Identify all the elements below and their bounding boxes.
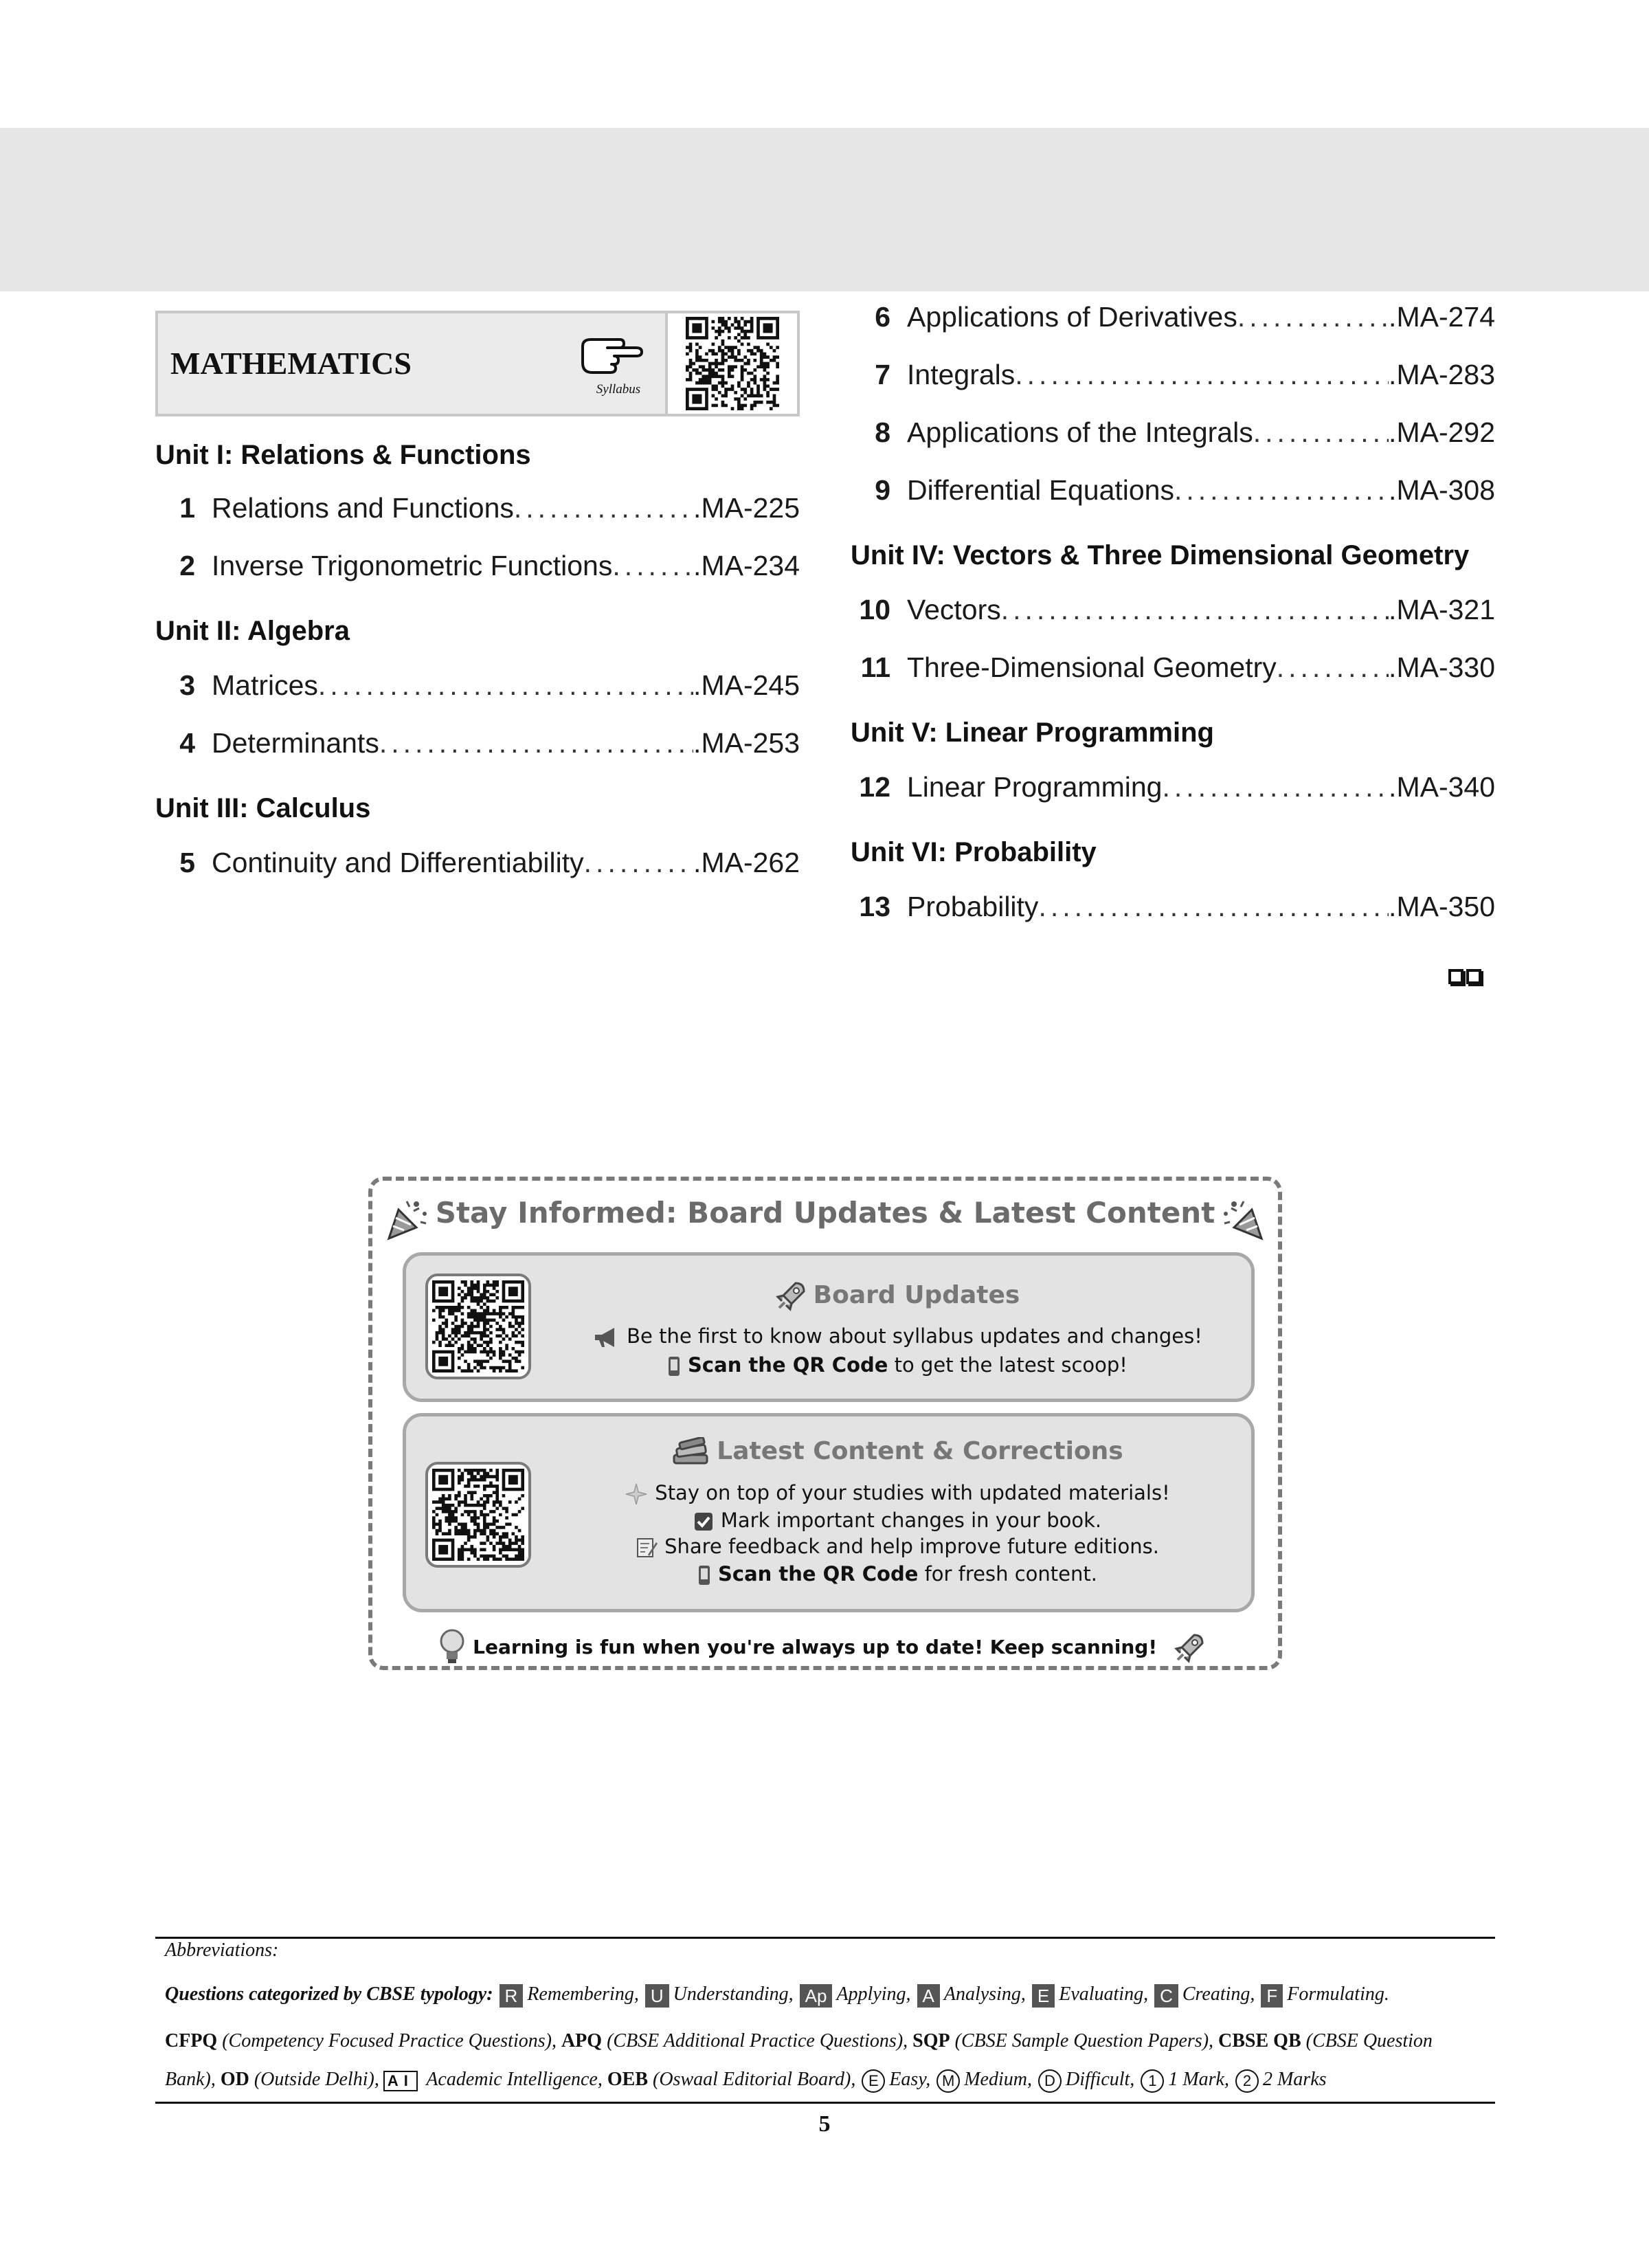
typology-tag: F [1261,1984,1283,2008]
end-mark-squares [1448,969,1481,984]
chapter-page: .MA-350 [1389,891,1495,922]
latest-content-heading-text: Latest Content & Corrections [717,1437,1123,1465]
abbr-term: APQ [561,2030,603,2052]
scan-qr-bold-text: Scan the QR Code [718,1562,919,1586]
chapter-number: 9 [875,474,890,506]
abbr-expansion: (CBSE Additional Practice Questions), [602,2030,913,2052]
abbr-expansion: (Competency Focused Practice Questions), [217,2030,561,2052]
qr-code-icon[interactable] [432,1469,524,1561]
toc-entry[interactable] [851,652,1495,693]
toc-entry[interactable] [851,771,1495,812]
od-abbr: OD [220,2069,249,2090]
leader-dots [318,669,693,702]
chapter-page: .MA-308 [1389,474,1495,506]
stay-informed-footer [372,1627,1278,1669]
phone-icon [667,1355,681,1377]
megaphone-icon [592,1326,620,1348]
latest-content-line-3 [543,1535,1251,1559]
top-gray-band [0,128,1649,291]
abbr-expansion: (CBSE Question [1301,2030,1433,2052]
chapter-title: Three-Dimensional Geometry [907,652,1277,683]
board-updates-card [403,1252,1255,1402]
ai-text: Academic Intelligence, [421,2069,607,2090]
leader-dots [1253,416,1389,449]
chapter-page: .MA-330 [1389,652,1495,683]
chapter-title: Determinants [212,727,379,759]
leader-dots [584,847,693,879]
typology-text: Remembering, [527,1983,639,2005]
chapter-title: Applications of Derivatives [907,301,1237,333]
chapter-number: 8 [875,416,890,448]
pointing-hand-icon [579,330,647,378]
abbr-expansion: (CBSE Sample Question Papers), [950,2030,1219,2052]
level-text: Difficult, [1065,2069,1135,2090]
sparkle-icon [625,1482,648,1506]
abbreviations-heading-text: Abbreviations: [165,1939,279,1961]
checkbox-icon [693,1511,714,1532]
abbr-term: CBSE QB [1218,2030,1301,2052]
syllabus-label: Syllabus [596,382,641,397]
leader-dots [1162,771,1389,803]
chapter-page: .MA-283 [1389,359,1495,390]
chapter-title: Matrices [212,669,318,701]
level-circle: 1 [1141,2069,1164,2093]
chapter-page: .MA-321 [1389,594,1495,625]
chapter-number: 6 [875,301,890,333]
chapter-title: Probability [907,891,1039,922]
latest-content-qr[interactable] [425,1462,531,1568]
chapter-number: 4 [179,727,195,759]
abbr-term: CFPQ [165,2030,218,2052]
board-updates-qr[interactable] [425,1274,531,1379]
chapter-title: Applications of the Integrals [907,416,1253,448]
leader-dots [612,550,693,582]
bank-text: Bank), [165,2069,221,2090]
chapter-number: 1 [179,492,195,524]
chapter-title: Continuity and Differentiability [212,847,584,878]
chapter-title: Inverse Trigonometric Functions [212,550,613,581]
abbreviations-top-rule [155,1937,1495,1939]
qr-code-icon[interactable] [432,1280,524,1372]
unit-heading: Unit III: Calculus [155,793,371,823]
chapter-number: 2 [179,550,195,581]
toc-entry[interactable] [851,891,1495,932]
unit-heading: Unit IV: Vectors & Three Dimensional Geometry [851,540,1470,570]
rocket-icon [1174,1632,1205,1664]
level-circle: D [1038,2069,1062,2093]
chapter-title: Linear Programming [907,771,1163,803]
latest-content-line-2 [543,1509,1251,1532]
latest-content-line-4 [543,1562,1251,1586]
latest-content-line-1-text: Stay on top of your studies with updated materials! [655,1481,1170,1504]
level-circle: 2 [1235,2069,1259,2093]
leader-dots [1001,594,1389,626]
toc-entry[interactable] [851,594,1495,635]
abbreviations-typology-line [165,1983,1491,2008]
chapter-page: .MA-262 [693,847,800,878]
subject-header-box [155,311,800,416]
level-text: 1 Mark, [1168,2069,1229,2090]
subject-title: MATHEMATICS [170,346,412,381]
level-circle: E [862,2069,885,2093]
qr-code-icon[interactable] [686,317,779,410]
leader-dots [514,492,693,524]
latest-content-heading [543,1437,1251,1467]
typology-tag: R [500,1984,524,2008]
stay-informed-title: Stay Informed: Board Updates & Latest Content [435,1196,1215,1230]
toc-entry[interactable] [155,669,800,711]
level-text: Easy, [889,2069,931,2090]
board-updates-line-2-text: to get the latest scoop! [888,1353,1128,1377]
level-text: 2 Marks [1262,2069,1327,2090]
chapter-title: Vectors [907,594,1001,625]
board-updates-heading [543,1280,1251,1312]
chapter-title: Differential Equations [907,474,1174,506]
latest-content-line-3-text: Share feedback and help improve future editions. [664,1535,1159,1558]
unit-heading: Unit VI: Probability [851,837,1097,867]
board-updates-line-1 [543,1324,1251,1348]
chapter-page: .MA-292 [1389,416,1495,448]
abbreviations-line-4 [165,2069,1491,2093]
latest-content-line-2-text: Mark important changes in your book. [720,1509,1102,1532]
typology-tag: A [917,1984,940,2008]
leader-dots [1015,359,1389,391]
chapter-page: .MA-340 [1389,771,1495,803]
phone-icon [697,1564,711,1586]
typology-tag: C [1154,1984,1178,2008]
typology-text: Analysing, [943,1983,1026,2005]
abbr-term: SQP [912,2030,950,2052]
chapter-number: 7 [875,359,890,390]
chapter-page: .MA-225 [693,492,800,524]
latest-content-line-1 [543,1481,1251,1506]
typology-text: Understanding, [673,1983,794,2005]
toc-entry[interactable] [851,474,1495,515]
chapter-page: .MA-253 [693,727,800,759]
board-updates-line-1-text: Be the first to know about syllabus updates and changes! [627,1324,1202,1348]
unit-heading: Unit II: Algebra [155,616,350,646]
toc-entry[interactable] [851,301,1495,342]
od-text: (Outside Delhi), [249,2069,379,2090]
page-number: 5 [818,2111,831,2137]
board-updates-line-2 [543,1353,1251,1377]
typology-text: Applying, [836,1983,911,2005]
board-updates-heading-text: Board Updates [813,1281,1020,1309]
leader-dots [1038,891,1389,923]
books-icon [671,1437,710,1467]
chapter-number: 5 [179,847,195,878]
level-text: Medium, [964,2069,1032,2090]
chapter-page: .MA-234 [693,550,800,581]
toc-entry[interactable] [851,359,1495,400]
typology-tag: Ap [800,1984,833,2008]
stay-informed-footer-text: Learning is fun when you're always up to date! Keep scanning! [473,1636,1158,1658]
typology-tag: U [645,1984,669,2008]
syllabus-qr-panel[interactable] [665,313,797,414]
leader-dots [1174,474,1389,507]
toc-entry[interactable] [155,727,800,768]
rocket-icon [775,1280,807,1312]
chapter-page: .MA-274 [1389,301,1495,333]
chapter-title: Relations and Functions [212,492,514,524]
leader-dots [1277,652,1389,684]
light-bulb-icon [438,1627,466,1669]
toc-entry[interactable] [155,847,800,888]
party-popper-icon [1219,1194,1267,1243]
level-circle: M [936,2069,960,2093]
memo-icon [636,1537,658,1559]
unit-heading: Unit I: Relations & Functions [155,440,531,470]
chapter-number: 13 [859,891,890,922]
stay-informed-box [368,1177,1282,1670]
toc-entry[interactable] [851,416,1495,458]
typology-tag: E [1032,1984,1055,2008]
leader-dots [379,727,693,759]
abbreviations-heading [165,1939,1491,1961]
toc-entry[interactable] [155,492,800,533]
oeb-text: (Oswaal Editorial Board), [648,2069,861,2090]
oeb-abbr: OEB [607,2069,649,2090]
chapter-number: 11 [860,652,890,683]
chapter-number: 3 [179,669,195,701]
abbreviations-bottom-rule [155,2102,1495,2104]
typology-text: Evaluating, [1059,1983,1149,2005]
leader-dots [1237,301,1389,333]
difficulty-levels [860,2069,1326,2090]
typology-text: Creating, [1182,1983,1255,2005]
chapter-number: 10 [859,594,890,625]
typology-label: Questions categorized by CBSE typology: [165,1983,493,2005]
latest-content-line-4-text: for fresh content. [918,1562,1097,1586]
latest-content-card [403,1413,1255,1612]
toc-entry[interactable] [155,550,800,591]
abbreviations-line-3 [165,2030,1491,2052]
unit-heading: Unit V: Linear Programming [851,718,1214,748]
chapter-number: 12 [859,771,890,803]
chapter-page: .MA-245 [693,669,800,701]
scan-qr-bold-text: Scan the QR Code [688,1353,888,1377]
chapter-title: Integrals [907,359,1016,390]
typology-text: Formulating. [1287,1983,1389,2005]
ai-tag: AI [383,2071,418,2091]
